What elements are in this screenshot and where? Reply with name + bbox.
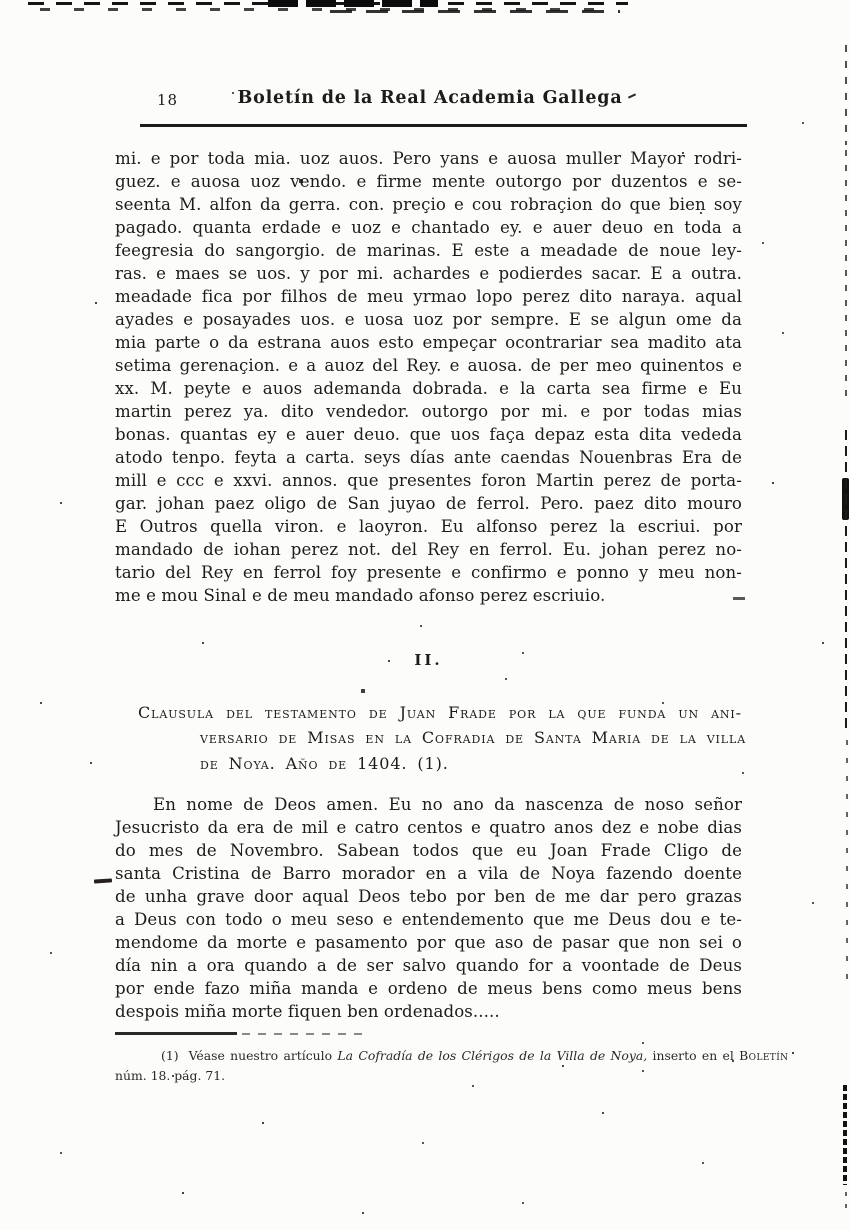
text-line: pagado. quanta erdade e uoz e chantado ey. e auer deuo en toda a: [115, 218, 742, 237]
footnote-marker: (1): [161, 1048, 179, 1063]
footnote-text: inserto en el: [647, 1048, 740, 1063]
text-line: mia parte o da estrana auos esto empeçar ocontrariar sea madito ata: [115, 333, 742, 352]
scan-artifact-right-edge: [845, 1192, 847, 1216]
text-line: santa Cristina de Barro morador en a vila de Noya fazendo doente: [115, 864, 742, 883]
text-line: versario de Misas en la Cofradia de Santa Maria de la villa: [200, 728, 747, 748]
footnote-line-2: núm. 18. pág. 71.: [115, 1068, 226, 1083]
header-rule: [140, 124, 747, 127]
footnote-journal-name: Boletín: [739, 1048, 789, 1063]
journal-title: Boletín de la Real Academia Gallega: [237, 88, 623, 108]
scan-artifact-top-edge: [40, 8, 600, 11]
text-line: de Noya. Año de 1404. (1).: [200, 753, 449, 773]
text-line: de unha grave door aqual Deos tebo por ben de me dar pero grazas: [115, 887, 742, 906]
text-line: Jesucristo da era de mil e catro centos e quatro anos dez e nobe dias: [115, 818, 742, 837]
text-line: meadade fica por filhos de meu yrmao lopo perez dito naraya. aqual: [115, 287, 742, 306]
text-line: por ende fazo miña manda e ordeno de meus bens como meus bens: [115, 979, 742, 998]
text-line: Clausula del testamento de Juan Frade por la que funda un ani-: [138, 703, 742, 722]
text-line: setima gerenaçion. e a auoz del Rey. e auosa. de per meo quinentos e: [115, 356, 742, 375]
text-line: mendome da morte e pasamento por que aso de pasar que non sei o: [115, 933, 742, 952]
paragraph-charter-text: [115, 147, 742, 607]
text-line: feegresia do sangorgio. de marinas. E este a meadade de noue ley-: [115, 241, 742, 260]
scan-artifact-margin-dash: [94, 878, 112, 883]
text-line: gar. johan paez oligo de San juyao de ferrol. Pero. paez dito mouro: [115, 494, 742, 513]
text-line: día nin a ora quando a de ser salvo quando for a voontade de Deus: [115, 956, 742, 975]
text-line: atodo tenpo. feyta a carta. seys días ante caendas Nouenbras Era de: [115, 448, 742, 467]
text-line: seenta M. alfon da gerra. con. preçio e cou robraçion do que bien soy: [115, 195, 742, 214]
text-line: ras. e maes se uos. y por mi. achardes e podierdes sacar. E a outra.: [115, 264, 742, 283]
scan-artifact-speckles: [0, 0, 2, 2]
text-line: guez. e auosa uoz vendo. e firme mente outorgo por duzentos e se-: [115, 172, 742, 191]
text-line: xx. M. peyte e auos ademanda dobrada. e la carta sea firme e Eu: [115, 379, 742, 398]
text-line: martin perez ya. dito vendedor. outorgo por mi. e por todas mias: [115, 402, 742, 421]
footnote-article-title: La Cofradía de los Clérigos de la Villa de Noya,: [337, 1048, 648, 1063]
footnote-line-1: [115, 1046, 789, 1066]
text-line: a Deus con todo o meu seso e entendemento que me Deus dou e te-: [115, 910, 742, 929]
paragraph-testament-text: [115, 793, 742, 1023]
text-line: despois miña morte fiquen ben ordenados.....: [115, 1002, 500, 1021]
section-heading: [115, 700, 747, 776]
text-line: do mes de Novembro. Sabean todos que eu Joan Frade Cligo de: [115, 841, 742, 860]
text-line: mandado de iohan perez not. del Rey en ferrol. Eu. johan perez no-: [115, 540, 742, 559]
section-number: II.: [414, 651, 443, 669]
footnote-text: Véase nuestro artículo: [188, 1048, 338, 1063]
text-line: E Outros quella viron. e laoyron. Eu alfonso perez la escriui. por: [115, 517, 742, 536]
text-line: En nome de Deos amen. Eu no ano da nascenza de noso señor: [153, 795, 742, 814]
text-line: mill e ccc e xxvi. annos. que presentes foron Martin perez de porta-: [115, 471, 742, 490]
scan-artifact-top-edge: [330, 10, 620, 13]
page-header: [115, 88, 745, 114]
scan-artifact-right-edge: [842, 478, 849, 520]
scan-artifact-right-edge: [845, 430, 847, 730]
text-line: tario del Rey en ferrol foy presente e confirmo e ponno y meu non-: [115, 563, 742, 582]
scan-artifact-right-edge: [845, 45, 847, 145]
scan-artifact-right-edge: [845, 150, 847, 400]
text-line: bonas. quantas ey e auer deuo. que uos faça depaz esta dita vededa: [115, 425, 742, 444]
scan-artifact-top-edge: [28, 2, 628, 5]
scan-artifact-right-edge: [846, 740, 848, 990]
footnote: [115, 1046, 789, 1086]
scan-artifact-top-edge: [268, 0, 438, 7]
scan-artifact-right-edge: [843, 1085, 847, 1185]
text-line: mi. e por toda mia. uoz auos. Pero yans e auosa muller Mayor rodri-: [115, 149, 742, 168]
page-number: 18: [157, 91, 179, 109]
text-line: ayades e posayades uos. e uosa uoz por sempre. E se algun ome da: [115, 310, 742, 329]
text-line: me e mou Sinal e de meu mandado afonso perez escriuio.: [115, 586, 606, 605]
footnote-rule: [115, 1032, 237, 1035]
footnote-rule-dashed: [242, 1033, 370, 1035]
